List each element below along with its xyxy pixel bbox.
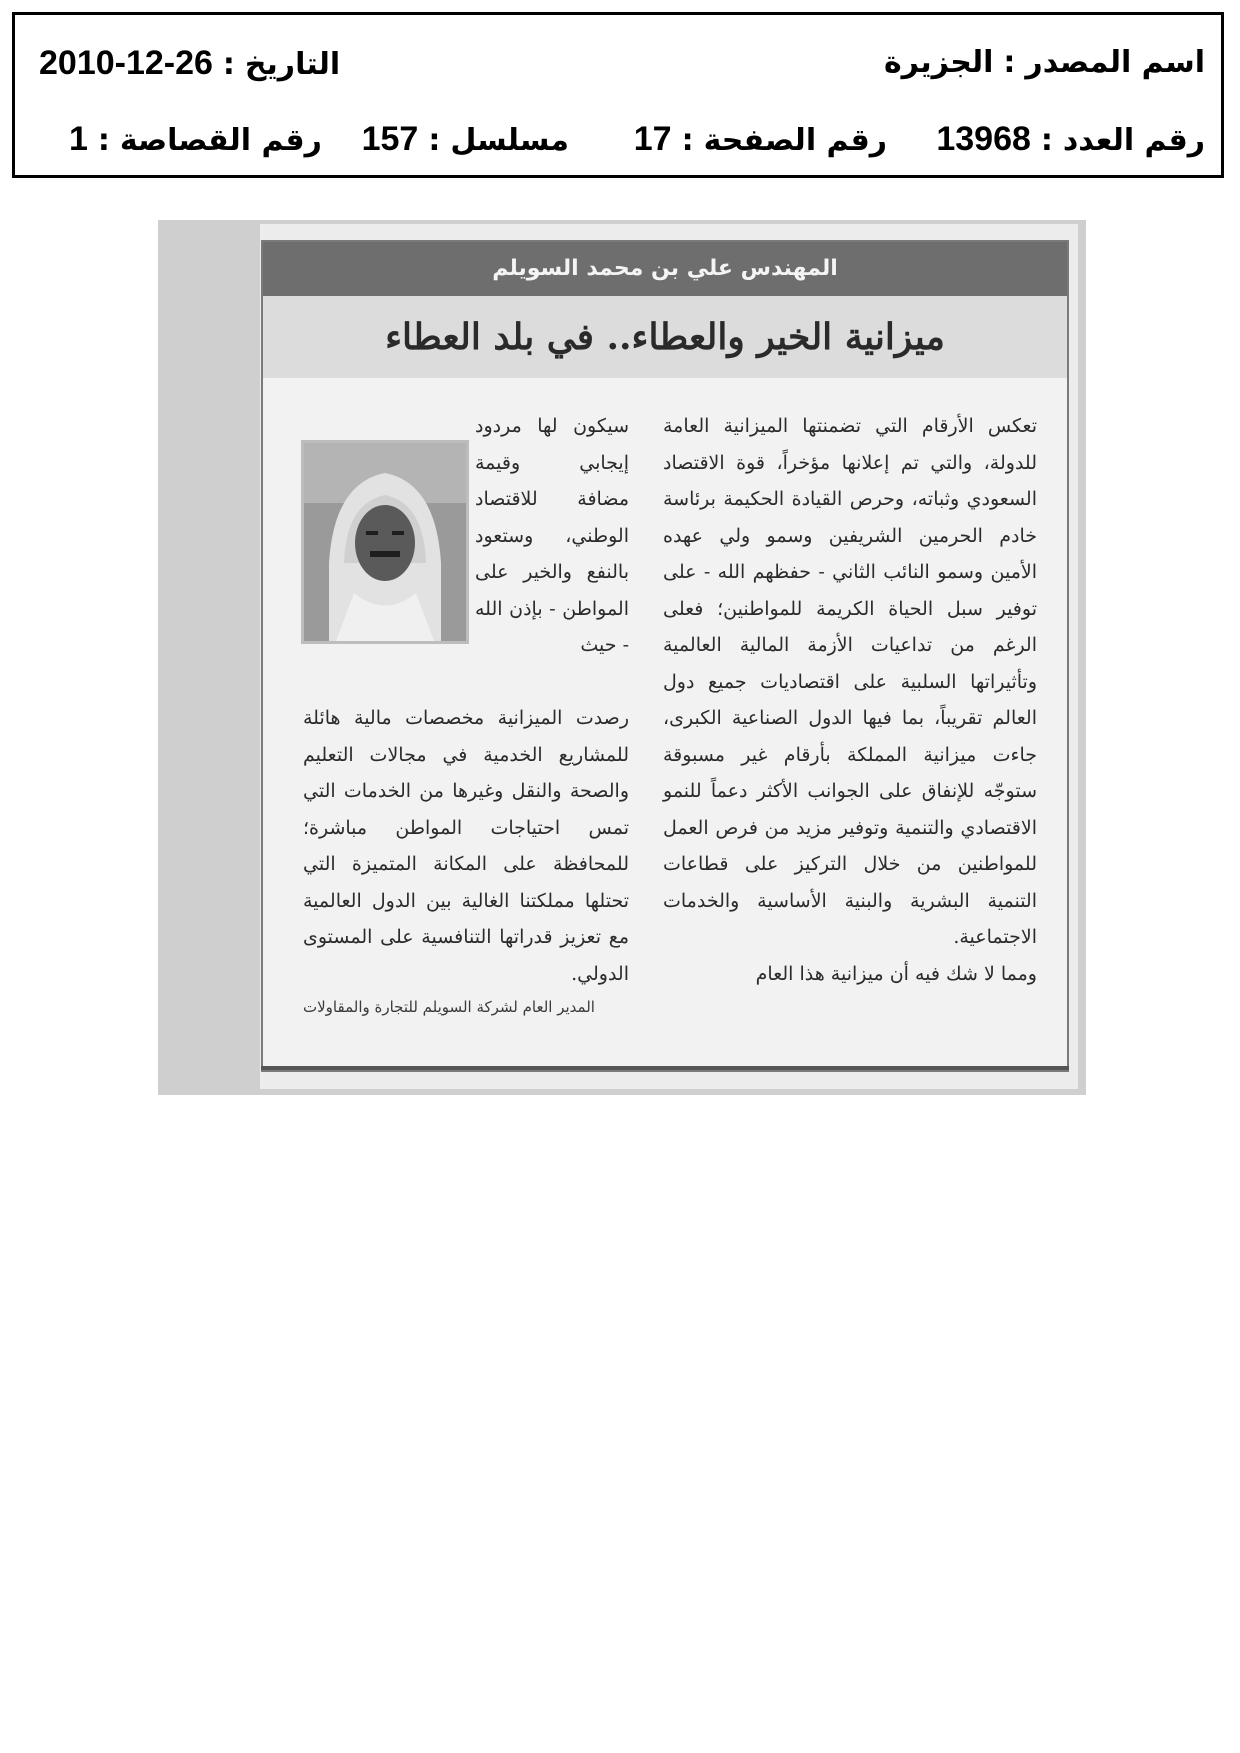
clip-field: رقم القصاصة:1 xyxy=(69,120,322,158)
article-title: ميزانية الخير والعطاء.. في بلد العطاء xyxy=(263,296,1067,378)
issue-value: 13968 xyxy=(936,120,1031,158)
newspaper-clipping xyxy=(158,220,1086,1095)
date-label: التاريخ xyxy=(244,47,341,82)
paragraph-3: سيكون لها مردود إيجابي وقيمة مضافة للاقتصاد الوطني، وستعود بالنفع والخير على المواطن - بإذن الله - حيث xyxy=(475,415,629,656)
clipping-info-box xyxy=(12,12,1224,178)
paragraph-2: ومما لا شك فيه أن ميزانية هذا العام xyxy=(755,962,1037,985)
clip-label: رقم القصاصة xyxy=(119,123,322,158)
article-column-left-bottom xyxy=(303,700,629,992)
clip-value: 1 xyxy=(69,120,88,158)
issue-field: رقم العدد:13968 xyxy=(936,120,1205,158)
date-value: 2010-12-26 xyxy=(39,44,213,82)
page-value: 17 xyxy=(633,120,672,158)
page-label: رقم الصفحة xyxy=(703,123,887,158)
serial-field: مسلسل:157 xyxy=(361,120,569,158)
author-title: المدير العام لشركة السويلم للتجارة والمقاولات xyxy=(303,998,595,1016)
source-label: اسم المصدر xyxy=(1025,45,1205,80)
page-field: رقم الصفحة:17 xyxy=(633,120,887,158)
paragraph-1: تعكس الأرقام التي تضمنتها الميزانية العامة للدولة، والتي تم إعلانها مؤخراً، قوة الاقتصاد السعودي وثباته، وحرص القيادة الحكيمة برئاسة خادم الحرمين الشريفين وسمو ولي عهده الأمين وسمو النائب الثاني - حفظهم الله - على توفير سبل الحياة الكريمة للمواطنين؛ فعلى الرغم من تداعيات الأزمة المالية العالمية وتأثيراتها السلبية على اقتصاديات جميع دول العالم تقريباً، بما فيها الدول الصناعية الكبرى، جاءت ميزانية المملكة بأرقام غير مسبوقة ستوجّه للإنفاق على الجوانب الأكثر دعماً للنمو الاقتصادي والتنمية وتوفير مزيد من فرص العمل للمواطنين من خلال التركيز على قطاعات التنمية البشرية والبنية الأساسية والخدمات الاجتماعية. xyxy=(663,415,1037,948)
source-field: اسم المصدر:الجزيرة xyxy=(883,45,1205,80)
author-name: المهندس علي بن محمد السويلم xyxy=(263,242,1067,296)
paragraph-4: رصدت الميزانية مخصصات مالية هائلة للمشاريع الخدمية في مجالات التعليم والصحة والنقل وغيرها من الخدمات التي تمس احتياجات المواطن مباشرة؛ للمحافظة على المكانة المتميزة التي تحتلها مملكتنا الغالية بين الدول العالمية مع تعزيز قدراتها التنافسية على المستوى الدولي. xyxy=(303,707,629,985)
article-column-left-top xyxy=(475,408,629,664)
article-frame xyxy=(261,240,1069,1072)
bottom-rule xyxy=(261,1066,1069,1070)
author-photo xyxy=(301,440,469,644)
date-field: التاريخ:2010-12-26 xyxy=(39,44,341,82)
serial-value: 157 xyxy=(361,120,419,158)
author-portrait-icon xyxy=(304,443,466,641)
serial-label: مسلسل xyxy=(450,123,569,158)
issue-label: رقم العدد xyxy=(1062,123,1205,158)
article-column-right xyxy=(663,408,1037,992)
source-value: الجزيرة xyxy=(883,45,994,80)
